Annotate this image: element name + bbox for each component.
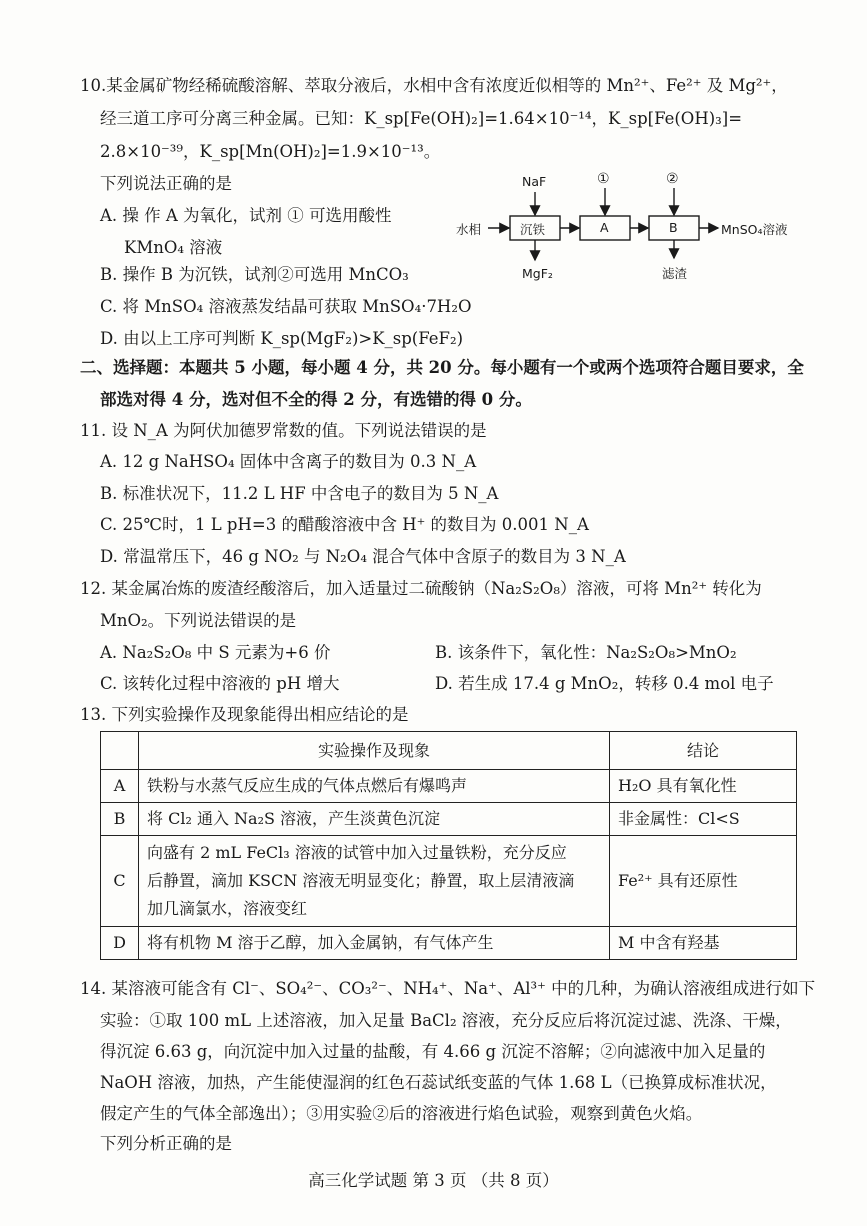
- row-operation: 铁粉与水蒸气反应生成的气体点燃后有爆鸣声: [139, 770, 610, 803]
- row-operation-line2: 后静置，滴加 KSCN 溶液无明显变化；静置，取上层清液滴: [147, 871, 575, 890]
- q13-stem: 13. 下列实验操作及现象能得出相应结论的是: [80, 705, 409, 724]
- row-conclusion: Fe²⁺ 具有还原性: [610, 836, 797, 927]
- experiment-table: [100, 731, 797, 960]
- table-header-conclusion: 结论: [610, 732, 797, 770]
- section2-heading: 二、选择题：本题共 5 小题，每小题 4 分，共 20 分。每小题有一个或两个选项符合题目要求，全: [80, 358, 804, 377]
- row-operation: 将有机物 M 溶于乙醇，加入金属钠，有气体产生: [139, 927, 610, 960]
- box3-label: B: [669, 220, 678, 235]
- byproduct-mgf2: MgF₂: [522, 266, 553, 281]
- row-label: A: [101, 770, 139, 803]
- table-row: [101, 770, 797, 803]
- table-row: [101, 803, 797, 836]
- q14-line3: 得沉淀 6.63 g，向沉淀中加入过量的盐酸，有 4.66 g 沉淀不溶解；②向滤液中加入足量的: [100, 1042, 766, 1061]
- input-aqueous-phase: 水相: [456, 222, 482, 237]
- q10-line1: 10.某金属矿物经稀硫酸溶解、萃取分液后，水相中含有浓度近似相等的 Mn²⁺、Fe²⁺ 及 Mg²⁺，: [80, 76, 788, 95]
- row-operation-line1: 向盛有 2 mL FeCl₃ 溶液的试管中加入过量铁粉，充分反应: [147, 843, 567, 862]
- row-operation: 将 Cl₂ 通入 Na₂S 溶液，产生淡黄色沉淀: [139, 803, 610, 836]
- q12-line2: MnO₂。下列说法错误的是: [100, 611, 297, 630]
- q10-line3: 2.8×10⁻³⁹，K_sp[Mn(OH)₂]=1.9×10⁻¹³。: [100, 142, 441, 161]
- q10-option-d: D. 由以上工序可判断 K_sp(MgF₂)>K_sp(FeF₂): [100, 329, 464, 348]
- output-mnso4: MnSO₄溶液: [721, 222, 788, 237]
- row-label: B: [101, 803, 139, 836]
- q10-option-a: A. 操 作 A 为氧化，试剂 ① 可选用酸性: [100, 206, 392, 225]
- q11-option-c: C. 25℃时，1 L pH=3 的醋酸溶液中含 H⁺ 的数目为 0.001 N_A: [100, 515, 589, 534]
- q10-option-a-cont: KMnO₄ 溶液: [124, 238, 223, 257]
- q14-line1: 14. 某溶液可能含有 Cl⁻、SO₄²⁻、CO₃²⁻、NH₄⁺、Na⁺、Al³⁺ 中的几种，为确认溶液组成进行如下: [80, 979, 816, 998]
- q11-option-a: A. 12 g NaHSO₄ 固体中含离子的数目为 0.3 N_A: [100, 452, 477, 471]
- row-conclusion: M 中含有羟基: [610, 927, 797, 960]
- row-label: D: [101, 927, 139, 960]
- q14-prompt: 下列分析正确的是: [100, 1134, 232, 1153]
- byproduct-residue: 滤渣: [662, 266, 688, 281]
- q10-prompt: 下列说法正确的是: [100, 174, 232, 193]
- row-label: C: [101, 836, 139, 927]
- table-header-operation: 实验操作及现象: [139, 732, 610, 770]
- row-operation: [139, 836, 610, 927]
- table-row: [101, 836, 797, 927]
- table-header-row: [101, 732, 797, 770]
- page-footer: 高三化学试题 第 3 页 （共 8 页）: [308, 1171, 559, 1190]
- q12-option-b: B. 该条件下，氧化性：Na₂S₂O₈>MnO₂: [435, 643, 737, 662]
- q12-option-c: C. 该转化过程中溶液的 pH 增大: [100, 674, 340, 693]
- reagent-1: ①: [597, 171, 610, 187]
- section2-heading-cont: 部选对得 4 分，选对但不全的得 2 分，有选错的得 0 分。: [100, 390, 532, 409]
- row-conclusion: 非金属性：Cl<S: [610, 803, 797, 836]
- q14-line4: NaOH 溶液，加热，产生能使湿润的红色石蕊试纸变蓝的气体 1.68 L（已换算成标准状况，: [100, 1073, 777, 1092]
- q10-line2: 经三道工序可分离三种金属。已知：K_sp[Fe(OH)₂]=1.64×10⁻¹⁴，K_sp[Fe(OH)₃]=: [100, 109, 743, 128]
- q10-option-b: B. 操作 B 为沉铁，试剂②可选用 MnCO₃: [100, 265, 409, 284]
- reagent-2: ②: [666, 171, 679, 187]
- q14-line2: 实验：①取 100 mL 上述溶液，加入足量 BaCl₂ 溶液，充分反应后将沉淀过滤、洗涤、干燥，: [100, 1011, 792, 1030]
- q12-option-d: D. 若生成 17.4 g MnO₂，转移 0.4 mol 电子: [435, 674, 774, 693]
- q12-option-a: A. Na₂S₂O₈ 中 S 元素为+6 价: [100, 643, 331, 662]
- row-conclusion: H₂O 具有氧化性: [610, 770, 797, 803]
- q11-option-b: B. 标准状况下，11.2 L HF 中含电子的数目为 5 N_A: [100, 484, 499, 503]
- box1-label: 沉铁: [520, 222, 546, 237]
- q10-option-c: C. 将 MnSO₄ 溶液蒸发结晶可获取 MnSO₄·7H₂O: [100, 297, 472, 316]
- process-flow-diagram: [452, 170, 802, 290]
- reagent-naf: NaF: [522, 174, 547, 189]
- box2-label: A: [600, 220, 609, 235]
- row-operation-line3: 加几滴氯水，溶液变红: [147, 899, 308, 918]
- table-row: [101, 927, 797, 960]
- q14-line5: 假定产生的气体全部逸出）；③用实验②后的溶液进行焰色试验，观察到黄色火焰。: [100, 1104, 703, 1123]
- q12-line1: 12. 某金属冶炼的废渣经酸溶后，加入适量过二硫酸钠（Na₂S₂O₈）溶液，可将 Mn²⁺ 转化为: [80, 579, 762, 598]
- q11-stem: 11. 设 N_A 为阿伏加德罗常数的值。下列说法错误的是: [80, 421, 487, 440]
- table-header-blank: [101, 732, 139, 770]
- q11-option-d: D. 常温常压下，46 g NO₂ 与 N₂O₄ 混合气体中含原子的数目为 3 N_A: [100, 547, 626, 566]
